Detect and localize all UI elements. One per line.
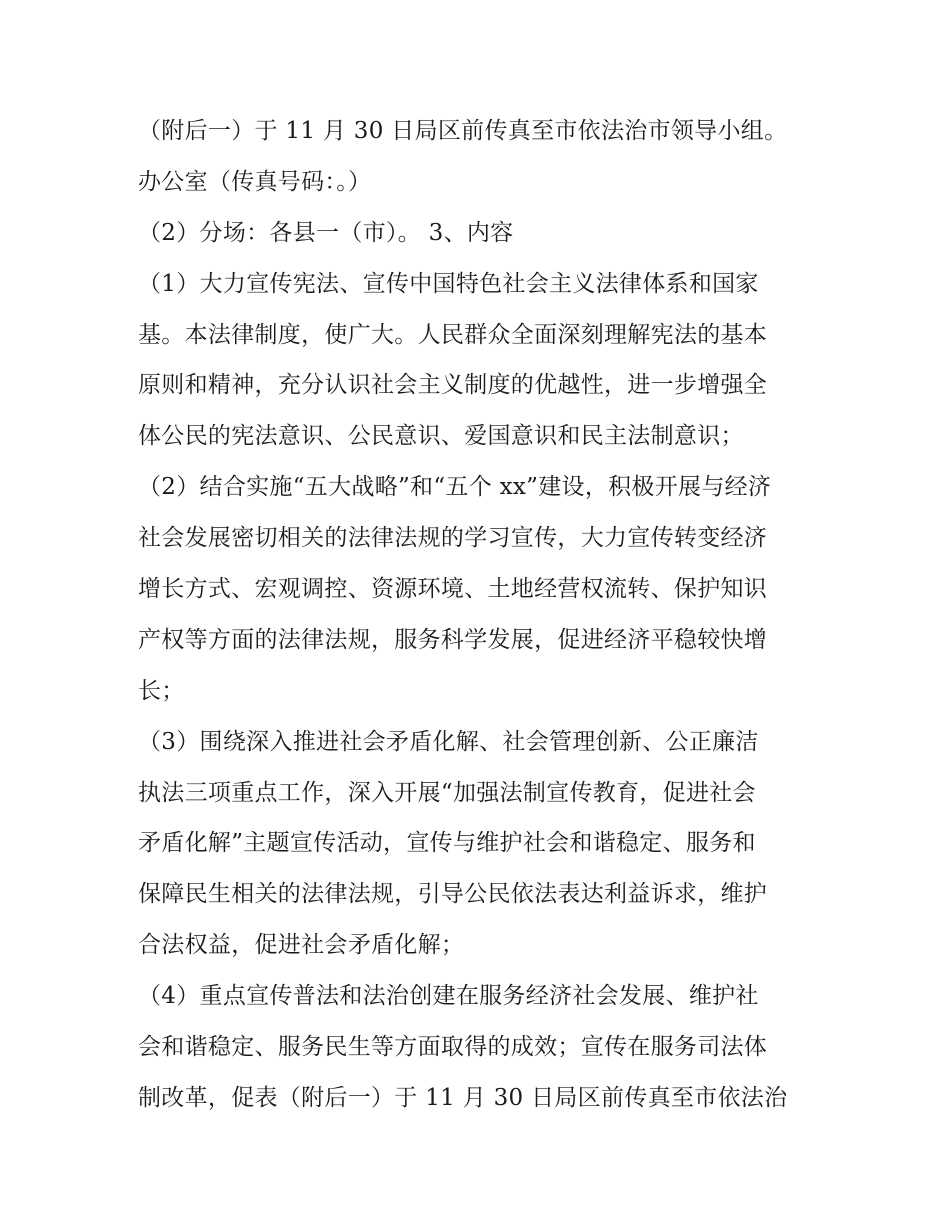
- text-line: （1）大力宣传宪法、宣传中国特色社会主义法律体系和国家: [138, 270, 759, 297]
- text-line: 会和谐稳定、服务民生等方面取得的成效；宣传在服务司法体: [138, 1034, 768, 1061]
- text-line: （附后一）于 11 月 30 日局区前传真至市依法治市领导小组。: [138, 118, 788, 144]
- text-line: （3）围绕深入推进社会矛盾化解、社会管理创新、公正廉洁: [138, 728, 759, 755]
- text-line: 保障民生相关的法律法规，引导公民依法表达利益诉求，维护: [138, 881, 768, 908]
- text-line: 体公民的宪法意识、公民意识、爱国意识和民主法制意识；: [138, 423, 744, 450]
- body-text: [138, 106, 828, 1124]
- text-line: 原则和精神，充分认识社会主义制度的优越性，进一步增强全: [138, 372, 768, 399]
- text-line: （2）分场：各县一（市）。 3、内容: [138, 219, 514, 246]
- text-line: 执法三项重点工作，深入开展“加强法制宣传教育，促进社会: [138, 779, 756, 806]
- text-line: 办公室（传真号码：。）: [138, 168, 372, 195]
- text-line: 制改革，促表（附后一）于 11 月 30 日局区前传真至市依法治: [138, 1084, 788, 1111]
- text-line: 长；: [138, 677, 185, 704]
- text-line: （4）重点宣传普法和法治创建在服务经济社会发展、维护社: [138, 983, 759, 1010]
- text-line: 增长方式、宏观调控、资源环境、土地经营权流转、保护知识: [138, 576, 768, 603]
- text-line: 合法权益，促进社会矛盾化解；: [138, 932, 465, 959]
- text-line: 基。本法律制度，使广大。人民群众全面深刻理解宪法的基本: [138, 321, 768, 348]
- text-line: （2）结合实施“五大战略”和“五个 xx”建设，积极开展与经济: [138, 474, 772, 501]
- text-line: 矛盾化解”主题宣传活动，宣传与维护社会和谐稳定、服务和: [138, 830, 756, 857]
- text-line: 产权等方面的法律法规，服务科学发展，促进经济平稳较快增: [138, 626, 768, 653]
- text-line: 社会发展密切相关的法律法规的学习宣传，大力宣传转变经济: [138, 525, 768, 552]
